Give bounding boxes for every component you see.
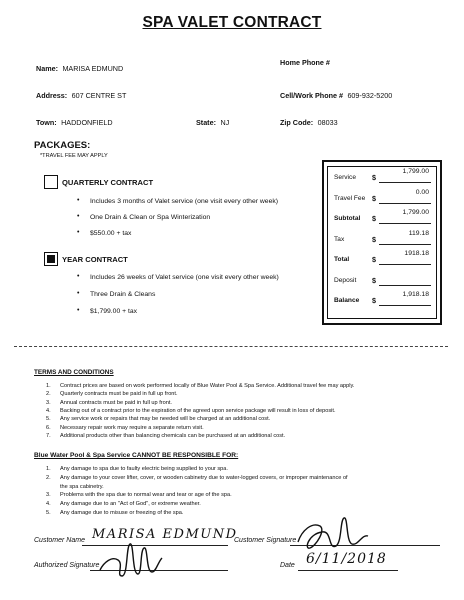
- name-label: Name:: [36, 64, 58, 73]
- zip-label: Zip Code:: [280, 118, 314, 127]
- town-label: Town:: [36, 118, 57, 127]
- liability-item: Problems with the spa due to normal wear and tear or age of the spa.: [60, 492, 232, 498]
- terms-heading: TERMS AND CONDITIONS: [34, 369, 114, 376]
- year-checkbox[interactable]: [44, 252, 58, 266]
- customer-name-label: Customer Name: [34, 537, 85, 544]
- summary-label: Tax: [334, 235, 345, 243]
- summary-label: Subtotal: [334, 215, 361, 222]
- bullet-icon: •: [77, 197, 80, 204]
- summary-label: Travel Fee: [334, 194, 366, 202]
- bullet-icon: •: [77, 290, 80, 297]
- cell-phone-row: [280, 85, 392, 103]
- zip-row: [280, 112, 338, 130]
- customer-name-handwritten[interactable]: MARISA EDMUND: [92, 527, 238, 542]
- summary-value-line: [379, 285, 431, 286]
- summary-value[interactable]: 1918.18: [404, 250, 429, 257]
- customer-signature-label: Customer Signature: [234, 537, 297, 544]
- authorized-signature-mark[interactable]: [96, 536, 166, 582]
- liability-number: 4.: [46, 501, 51, 507]
- state-row: [196, 112, 229, 130]
- address-value: 607 CENTRE ST: [71, 91, 127, 100]
- bullet-icon: •: [77, 229, 80, 236]
- dollar-sign: $: [372, 296, 376, 305]
- zip-value: 08033: [317, 118, 338, 127]
- term-item: Quarterly contracts must be paid in full up front.: [60, 391, 178, 398]
- quarterly-checkbox[interactable]: [44, 175, 58, 189]
- packages-heading: PACKAGES:: [34, 140, 91, 151]
- liability-item: Any damage due to an "Act of God", or extreme weather.: [60, 501, 201, 507]
- liability-number: 1.: [46, 466, 51, 472]
- year-item-3: $1,799.00 + tax: [90, 308, 138, 315]
- quarterly-item-1: Includes 3 months of Valet service (one visit every other week): [90, 198, 279, 205]
- customer-signature-mark[interactable]: [292, 512, 372, 554]
- summary-label: Deposit: [334, 276, 357, 284]
- dollar-sign: $: [372, 255, 376, 264]
- term-number: 4.: [46, 407, 51, 414]
- cell-phone-label: Cell/Work Phone #: [280, 91, 343, 100]
- term-item: Additional products other than balancing chemicals can be purchased at an additional cost.: [60, 432, 286, 439]
- liability-item: Any damage to your cover lifter, cover, or wooden cabinetry due to water-logged covers, or improper maintenance of: [60, 475, 348, 481]
- quarterly-item-3: $550.00 + tax: [90, 230, 132, 237]
- term-number: 1.: [46, 383, 51, 389]
- year-label: YEAR CONTRACT: [62, 255, 128, 264]
- dollar-sign: $: [372, 193, 376, 203]
- name-value: MARISA EDMUND: [62, 64, 124, 73]
- liability-item: Any damage due to misuse or freezing of the spa.: [60, 510, 184, 516]
- name-row: [36, 58, 123, 76]
- year-item-2: Three Drain & Cleans: [90, 291, 156, 298]
- year-item-1: Includes 26 weeks of Valet service (one visit every other week): [90, 274, 279, 281]
- travel-fee-note: *TRAVEL FEE MAY APPLY: [40, 153, 108, 159]
- bullet-icon: •: [77, 307, 80, 314]
- quarterly-item-2: One Drain & Clean or Spa Winterization: [90, 214, 211, 221]
- summary-value-line: [379, 264, 431, 265]
- term-number: 7.: [46, 432, 51, 439]
- summary-value-line: [379, 305, 431, 306]
- authorized-signature-label: Authorized Signature: [34, 562, 100, 569]
- liability-number: 3.: [46, 492, 51, 498]
- bullet-icon: •: [77, 273, 80, 280]
- summary-value-line: [379, 182, 431, 183]
- address-row: [36, 85, 126, 103]
- dollar-sign: $: [372, 214, 376, 223]
- summary-value-line: [379, 223, 431, 224]
- summary-value[interactable]: 1,918.18: [402, 291, 429, 298]
- quarterly-label: QUARTERLY CONTRACT: [62, 178, 154, 187]
- date-handwritten[interactable]: 6/11/2018: [306, 551, 387, 567]
- home-phone-label: Home Phone #: [280, 58, 330, 67]
- state-label: State:: [196, 118, 216, 127]
- summary-value[interactable]: 1,799.00: [402, 168, 429, 175]
- dollar-sign: $: [372, 173, 376, 182]
- liability-number: 5.: [46, 510, 51, 516]
- term-number: 6.: [46, 424, 51, 431]
- dollar-sign: $: [372, 234, 376, 244]
- summary-value-line: [379, 244, 431, 245]
- dollar-sign: $: [372, 275, 376, 285]
- summary-label: Service: [334, 174, 356, 181]
- liability-item-2-cont: the spa cabinetry.: [60, 484, 104, 490]
- summary-value[interactable]: 1,799.00: [402, 209, 429, 216]
- date-label: Date: [280, 562, 295, 569]
- summary-value-line: [379, 203, 431, 204]
- summary-value[interactable]: 119.18: [408, 229, 429, 237]
- cell-phone-value: 609-932-5200: [347, 91, 393, 100]
- term-item: Contract prices are based on work performed locally of Blue Water Pool & Spa Service. Additional travel fee may apply.: [60, 383, 355, 389]
- town-row: [36, 112, 113, 130]
- town-value: HADDONFIELD: [61, 118, 113, 127]
- term-number: 3.: [46, 399, 51, 406]
- term-item: Necessary repair work may require a separate return visit.: [60, 424, 204, 431]
- state-value: NJ: [220, 118, 230, 127]
- summary-label: Total: [334, 256, 350, 263]
- term-item: Annual contracts must be paid in full up front.: [60, 399, 172, 406]
- bullet-icon: •: [77, 213, 80, 220]
- summary-label: Balance: [334, 297, 360, 304]
- page-title: SPA VALET CONTRACT: [142, 14, 322, 31]
- summary-value[interactable]: 0.00: [415, 188, 429, 196]
- term-item: Backing out of a contract prior to the expiration of the agreed upon service package will result in loss of deposit.: [60, 407, 336, 414]
- liability-item: Any damage to spa due to faulty electric being supplied to your spa.: [60, 466, 228, 472]
- liability-number: 2.: [46, 475, 51, 481]
- address-label: Address:: [36, 91, 68, 100]
- liability-heading: Blue Water Pool & Spa Service CANNOT BE RESPONSIBLE FOR:: [34, 452, 239, 459]
- section-divider: [14, 346, 448, 347]
- term-item: Any service work or repairs that may be needed will be charged at an additional cost.: [60, 416, 271, 423]
- date-line: [298, 570, 398, 571]
- term-number: 2.: [46, 391, 51, 398]
- term-number: 5.: [46, 416, 51, 423]
